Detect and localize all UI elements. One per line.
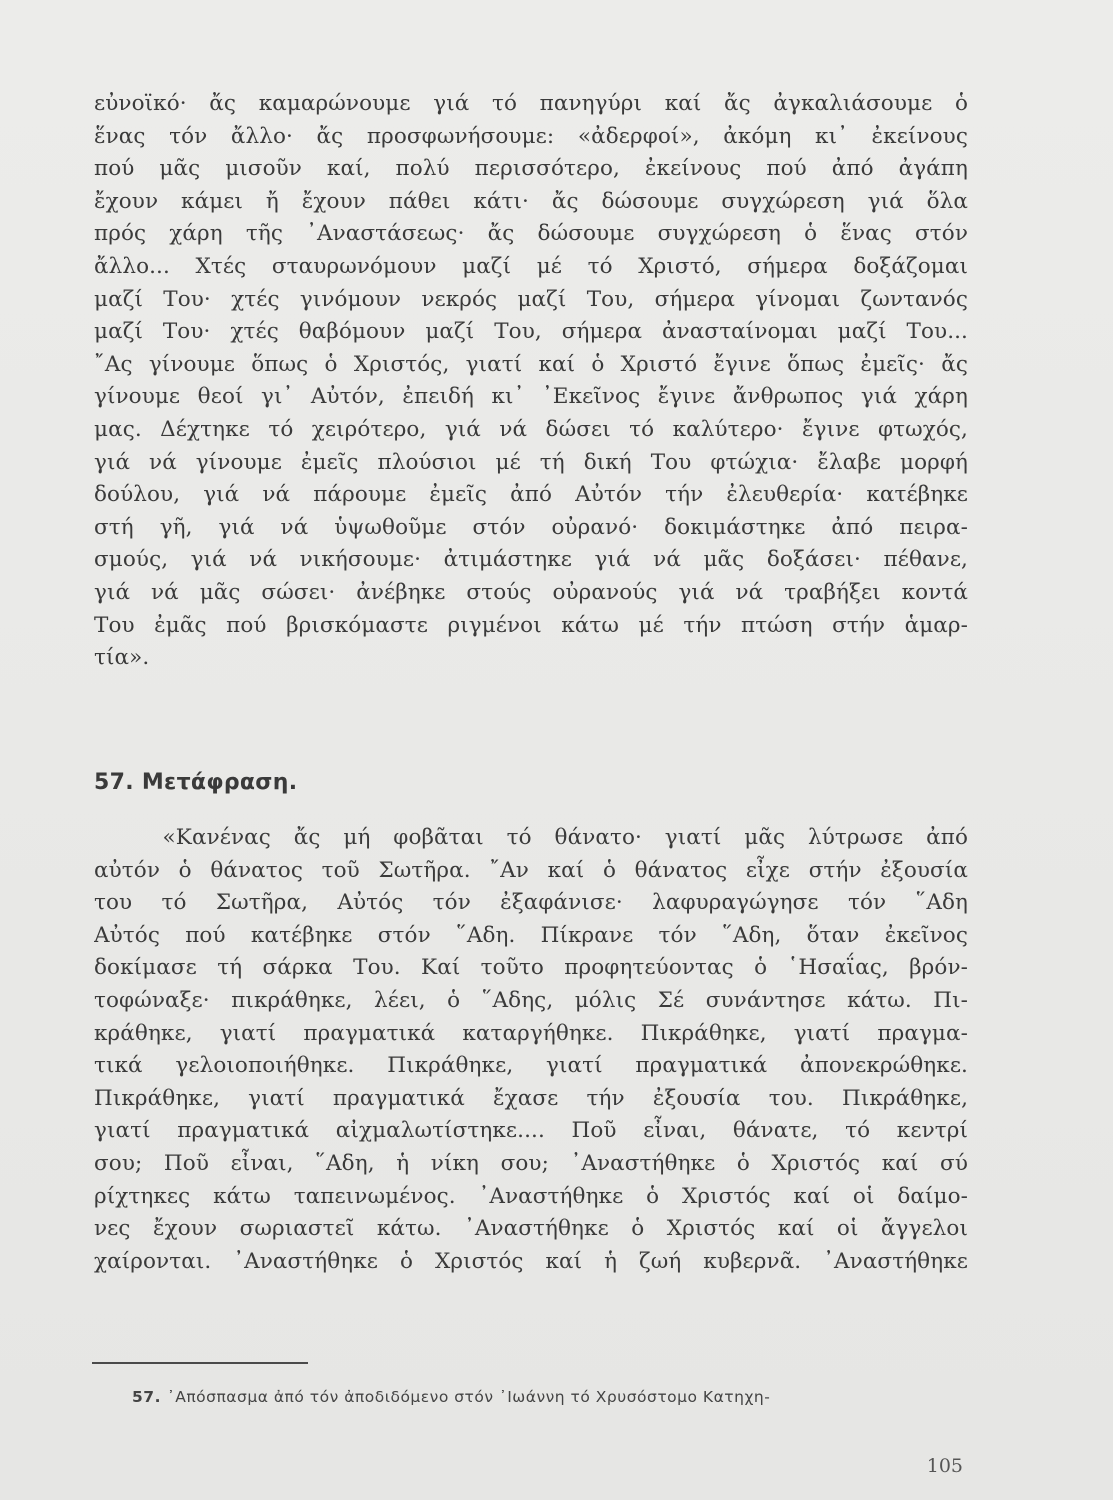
text-line: εὐνοϊκό· ἄς καμαρώνουμε γιά τό πανηγύρι καί ἄς ἀγκαλιάσουμε ὁ [94,91,968,116]
text-line: γιά νά γίνουμε ἐμεῖς πλούσιοι μέ τή δική Του φτώχια· ἔλαβε μορφή [94,449,968,475]
text-line: ἔχουν κάμει ἤ ἔχουν πάθει κάτι· ἄς δώσουμε συγχώρεση γιά ὅλα [94,188,968,214]
text-line: πού μᾶς μισοῦν καί, πολύ περισσότερο, ἐκείνους πού ἀπό ἀγάπη [94,156,968,182]
text-line: «Κανένας ἄς μή φοβᾶται τό θάνατο· γιατί μᾶς λύτρωσε ἀπό [94,825,968,850]
text-line: Αὐτός πού κατέβηκε στόν ῞Αδη. Πίκρανε τόν ῞Αδη, ὅταν ἐκεῖνος [94,922,968,948]
text-line: σου; Ποῦ εἶναι, ῞Αδη, ἡ νίκη σου; ᾿Αναστήθηκε ὁ Χριστός καί σύ [94,1150,968,1176]
text-line: γιά νά μᾶς σώσει· ἀνέβηκε στούς οὐρανούς γιά νά τραβήξει κοντά [94,579,968,605]
text-line: χαίρονται. ᾿Αναστήθηκε ὁ Χριστός καί ἡ ζωή κυβερνᾶ. ᾿Αναστήθηκε [94,1248,968,1274]
text-line: τικά γελοιοποιήθηκε. Πικράθηκε, γιατί πραγματικά ἀπονεκρώθηκε. [94,1053,968,1079]
text-line: δούλου, γιά νά πάρουμε ἐμεῖς ἀπό Αὐτόν τήν ἐλευθερία· κατέβηκε [94,482,968,508]
text-line: Πικράθηκε, γιατί πραγματικά ἔχασε τήν ἐξουσία του. Πικράθηκε, [94,1085,968,1111]
paragraph-translation [94,822,968,1278]
text-line: πρός χάρη τῆς ᾿Αναστάσεως· ἄς δώσουμε συγχώρεση ὁ ἕνας στόν [94,221,968,247]
text-line: μαζί Του· χτές γινόμουν νεκρός μαζί Του, σήμερα γίνομαι ζωντανός [94,286,968,312]
text-line: μαζί Του· χτές θαβόμουν μαζί Του, σήμερα ἀνασταίνομαι μαζί Του... [94,319,968,345]
footnote-text: ᾿Απόσπασμα ἀπό τόν ἀποδιδόμενο στόν ᾿Ιωάννη τό Χρυσόστομο Κατηχη- [166,1388,771,1406]
text-line: ρίχτηκες κάτω ταπεινωμένος. ᾿Αναστήθηκε ὁ Χριστός καί οἱ δαίμο- [94,1183,968,1209]
text-line: στή γῆ, γιά νά ὑψωθοῦμε στόν οὐρανό· δοκιμάστηκε ἀπό πειρα- [94,514,968,540]
footnote [132,1388,770,1406]
text-line: δοκίμασε τή σάρκα Του. Καί τοῦτο προφητεύοντας ὁ ῾Ησαΐας, βρόν- [94,955,968,981]
text-line: τοφώναξε· πικράθηκε, λέει, ὁ ῞Αδης, μόλις Σέ συνάντησε κάτω. Πι- [94,987,968,1013]
text-line: κράθηκε, γιατί πραγματικά καταργήθηκε. Πικράθηκε, γιατί πραγμα- [94,1020,968,1046]
footnote-divider [92,1362,308,1364]
page-number: 105 [926,1455,963,1477]
text-line: Του ἐμᾶς πού βρισκόμαστε ριγμένοι κάτω μέ τήν πτώση στήν ἁμαρ- [94,612,968,638]
paragraph-continued [94,88,968,675]
text-line: ἕνας τόν ἄλλο· ἄς προσφωνήσουμε: «ἀδερφοί», ἀκόμη κι᾽ ἐκείνους [94,123,968,149]
text-line: αὐτόν ὁ θάνατος τοῦ Σωτῆρα. ῎Αν καί ὁ θάνατος εἶχε στήν ἐξουσία [94,857,968,883]
text-line: μας. Δέχτηκε τό χειρότερο, γιά νά δώσει τό καλύτερο· ἔγινε φτωχός, [94,416,968,442]
footnote-number: 57. [132,1388,161,1406]
section-heading: 57. Μετάφραση. [94,770,298,795]
text-line: ῎Ας γίνουμε ὅπως ὁ Χριστός, γιατί καί ὁ Χριστό ἔγινε ὅπως ἐμεῖς· ἄς [94,351,968,377]
text-line: γίνουμε θεοί γι᾽ Αὐτόν, ἐπειδή κι᾽ ᾿Εκεῖνος ἔγινε ἄνθρωπος γιά χάρη [94,384,968,410]
text-line: τία». [94,645,150,671]
text-line: του τό Σωτῆρα, Αὐτός τόν ἐξαφάνισε· λαφυραγώγησε τόν ῞Αδη [94,890,968,916]
text-line: νες ἔχουν σωριαστεῖ κάτω. ᾿Αναστήθηκε ὁ Χριστός καί οἱ ἄγγελοι [94,1216,968,1242]
text-line: σμούς, γιά νά νικήσουμε· ἀτιμάστηκε γιά νά μᾶς δοξάσει· πέθανε, [94,547,968,573]
text-line: γιατί πραγματικά αἰχμαλωτίστηκε.... Ποῦ εἶναι, θάνατε, τό κεντρί [94,1118,968,1144]
text-line: ἄλλο... Χτές σταυρωνόμουν μαζί μέ τό Χριστό, σήμερα δοξάζομαι [94,253,968,279]
